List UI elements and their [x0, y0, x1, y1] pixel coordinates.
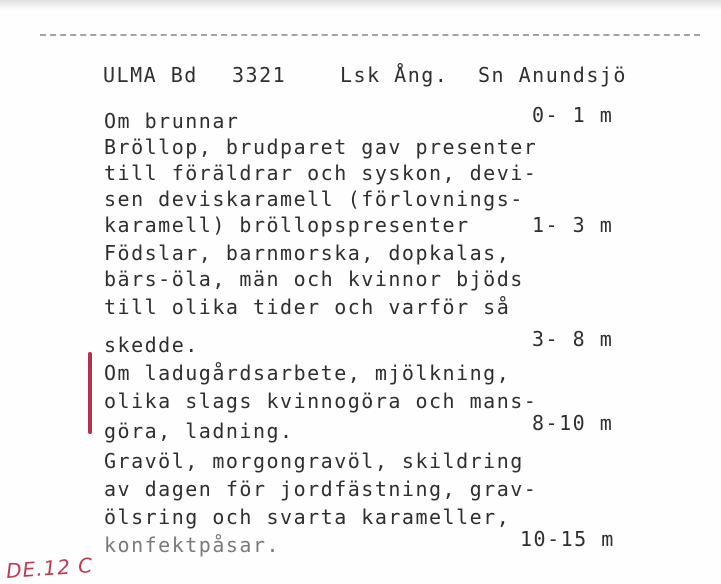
body-line: Om brunnar: [104, 109, 240, 133]
region-label: Lsk Ång.: [340, 63, 449, 87]
parish-label: Sn Anundsjö: [478, 63, 627, 87]
volume-number: 3321: [232, 63, 287, 87]
margin-mark: [88, 352, 92, 434]
body-line: Om ladugårdsarbete, mjölkning,: [104, 361, 511, 385]
meter-range: 8-10 m: [532, 411, 614, 435]
card-top-edge: [0, 0, 721, 10]
archive-label: ULMA Bd: [103, 63, 198, 87]
body-line: konfektpåsar.: [104, 533, 281, 557]
body-line: skedde.: [104, 333, 199, 357]
body-line: Gravöl, morgongravöl, skildring: [104, 449, 524, 473]
body-line: sen deviskaramell (förlovnings-: [104, 187, 524, 211]
meter-range: 10-15 m: [520, 527, 615, 551]
body-line: olika slags kvinnogöra och mans-: [104, 389, 538, 413]
catalog-stamp: DE.12 C: [5, 552, 94, 584]
body-line: bärs-öla, män och kvinnor bjöds: [104, 267, 524, 291]
body-line: Födslar, barnmorska, dopkalas,: [104, 241, 511, 265]
meter-range: 0- 1 m: [532, 103, 614, 127]
body-line: ölsring och svarta karameller,: [104, 505, 511, 529]
body-line: Bröllop, brudparet gav presenter: [104, 135, 538, 159]
dashed-rule: [40, 34, 700, 36]
body-line: karamell) bröllopspresenter: [104, 213, 470, 237]
body-line: av dagen för jordfästning, grav-: [104, 477, 538, 501]
body-line: göra, ladning.: [104, 419, 294, 443]
meter-range: 3- 8 m: [532, 327, 614, 351]
body-line: till olika tider och varför så: [104, 295, 511, 319]
meter-range: 1- 3 m: [532, 213, 614, 237]
body-line: till föräldrar och syskon, devi-: [104, 161, 538, 185]
